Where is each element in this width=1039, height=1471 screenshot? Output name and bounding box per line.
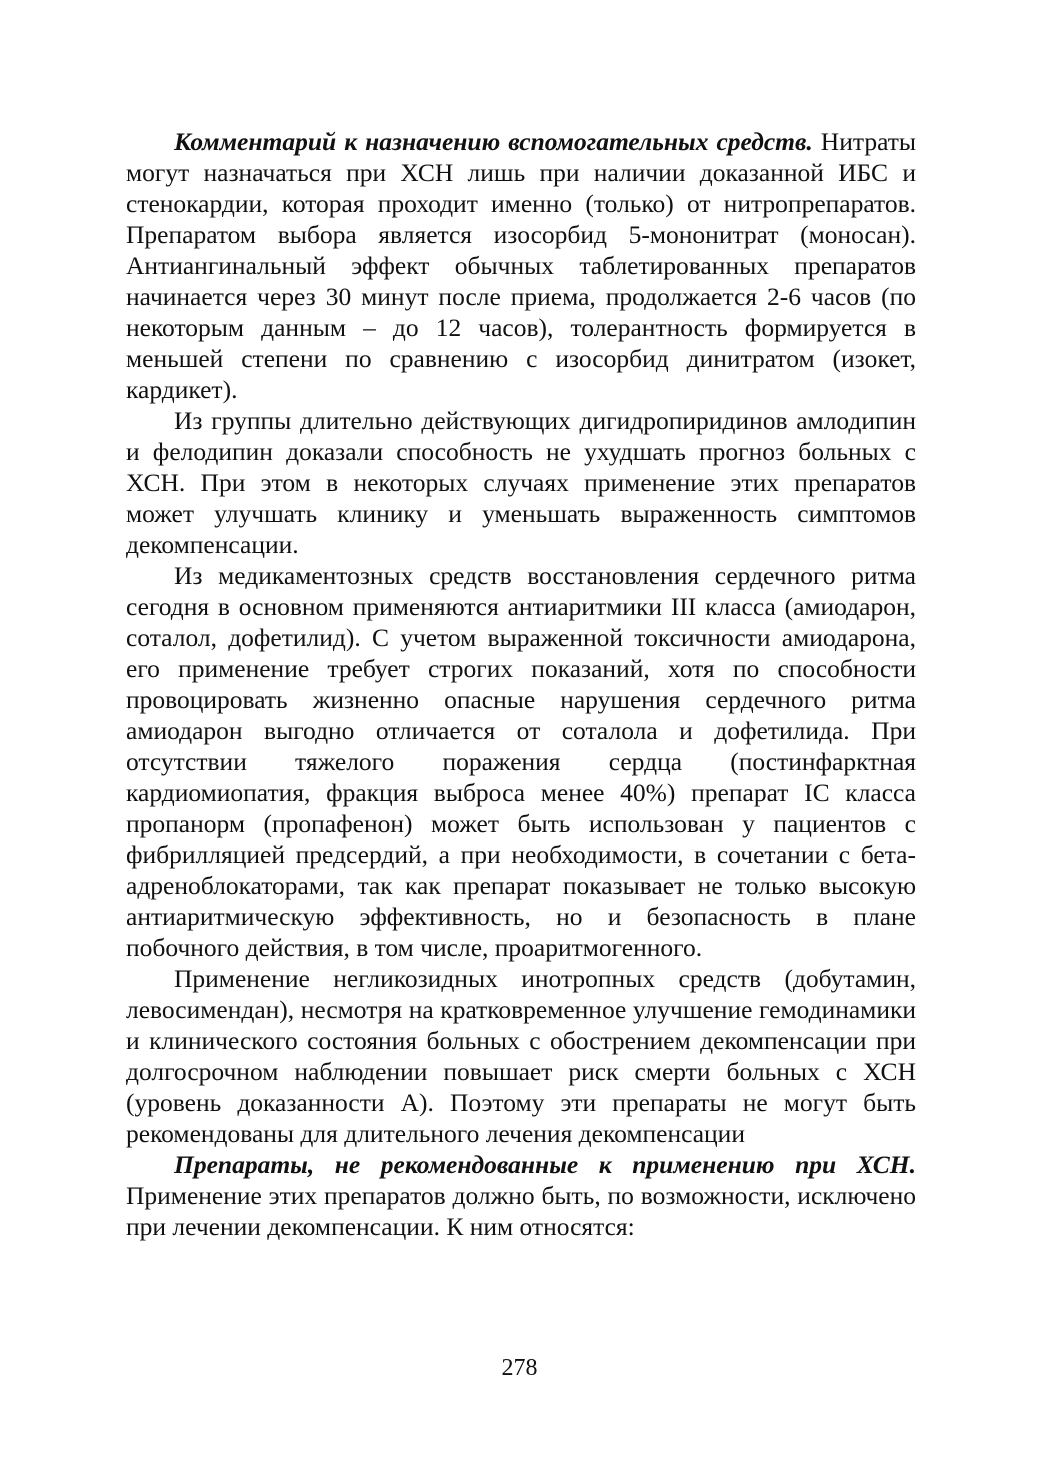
- paragraph-antiarrhythmics: [126, 560, 916, 963]
- paragraph-dihydropyridines: [126, 405, 916, 560]
- paragraph-text: Из группы длительно действующих дигидропиридинов амлодипин и фелодипин доказали способность не ухудшать прогноз больных с ХСН. При этом в некоторых случаях применение этих препаратов может улучшать клинику и уменьшать выраженность симптомов декомпенсации.: [126, 406, 916, 559]
- paragraph-auxiliary-drugs: [126, 126, 916, 405]
- page-number: 278: [501, 1355, 538, 1381]
- paragraph-text: Применение негликозидных инотропных средств (добутамин, левосимендан), несмотря на кратковременное улучшение гемодинамики и клинического состояния больных с обострением декомпенсации при долгосрочном наблюдении повышает риск смерти больных с ХСН (уровень доказанности А). Поэтому эти препараты не могут быть рекомендованы для длительного лечения декомпенсации: [126, 964, 916, 1148]
- paragraph-text: Нитраты могут назначаться при ХСН лишь при наличии доказанной ИБС и стенокардии, которая проходит именно (только) от нитропрепаратов. Препаратом выбора является изосорбид 5-мононитрат (моносан). Антиангинальный эффект обычных таблетированных препаратов начинается через 30 минут после приема, продолжается 2-6 часов (по некоторым данным – до 12 часов), толерантность формируется в меньшей степени по сравнению с изосорбид динитратом (изокет, кардикет).: [126, 127, 916, 404]
- paragraph-text: Применение этих препаратов должно быть, по возможности, исключено при лечении декомпенсации. К ним относятся:: [126, 1181, 916, 1241]
- paragraph-lead: Комментарий к назначению вспомогательных средств.: [174, 127, 813, 156]
- page-body: [126, 126, 916, 1242]
- paragraph-lead: Препараты, не рекомендованные к применению при ХСН.: [174, 1150, 916, 1179]
- paragraph-not-recommended: [126, 1149, 916, 1242]
- paragraph-text: Из медикаментозных средств восстановления сердечного ритма сегодня в основном применяются антиаритмики III класса (амиодарон, соталол, дофетилид). С учетом выраженной токсичности амиодарона, его применение требует строгих показаний, хотя по способности провоцировать жизненно опасные нарушения сердечного ритма амиодарон выгодно отличается от соталола и дофетилида. При отсутствии тяжелого поражения сердца (постинфарктная кардиомиопатия, фракция выброса менее 40%) препарат IC класса пропанорм (пропафенон) может быть использован у пациентов с фибрилляцией предсердий, а при необходимости, в сочетании с бета-адреноблокаторами, так как препарат показывает не только высокую антиаритмическую эффективность, но и безопасность в плане побочного действия, в том числе, проаритмогенного.: [126, 561, 916, 962]
- paragraph-inotropes: [126, 963, 916, 1149]
